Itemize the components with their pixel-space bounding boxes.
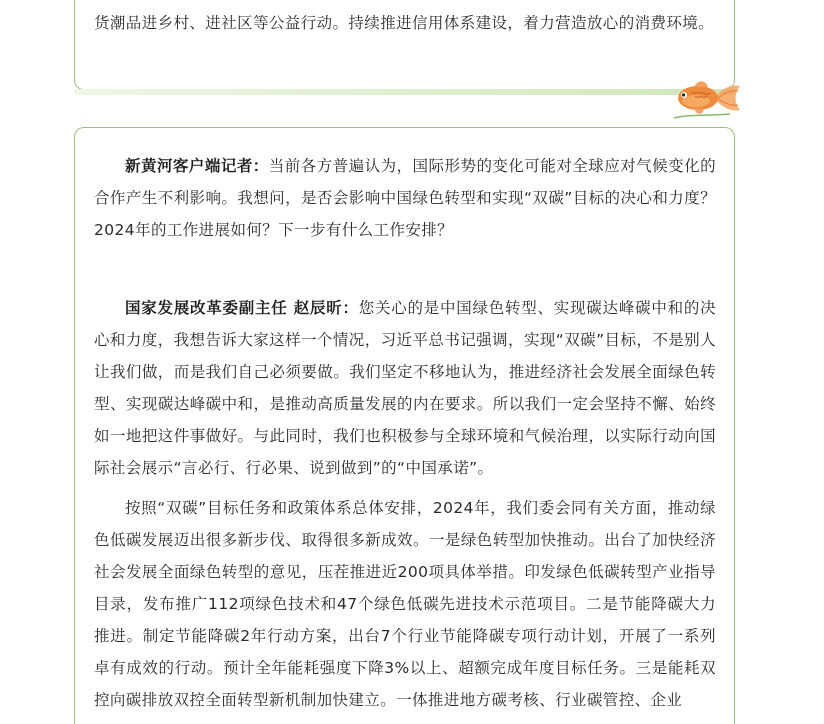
question-speaker: 新黄河客户端记者： [125,157,269,175]
answer-text: 您关心的是中国绿色转型、实现碳达峰碳中和的决心和力度，我想告诉大家这样一个情况，习近平总书记强调，实现“双碳”目标，不是别人让我们做，而是我们自己必须要做。我们坚定不移地认为，推进经济社会发展全面绿色转型、实现碳达峰碳中和，是推动高质量发展的内在要求。所以我们一定会坚持不懈、始终如一地把这件事做好。与此同时，我们也积极参与全球环境和气候治理，以实际行动向国际社会展示“言必行、行必果、说到做到”的“中国承诺”。 [94,299,716,477]
decorative-strip [74,89,735,95]
paragraph-gap [94,246,716,292]
question-text: 当前各方普遍认为，国际形势的变化可能对全球应对气候变化的合作产生不利影响。我想问，是否会影响中国绿色转型和实现“双碳”目标的决心和力度？2024年的工作进展如何？下一步有什么工作安排？ [94,157,716,239]
answer-paragraph [94,292,716,484]
goldfish-icon [670,74,742,122]
answer-speaker: 国家发展改革委副主任 赵辰昕： [125,299,359,317]
question-paragraph [94,150,716,246]
main-text-card [74,127,735,724]
top-text-card [74,0,735,90]
work-progress-paragraph: 按照“双碳”目标任务和政策体系总体安排，2024年，我们委会同有关方面，推动绿色低碳发展迈出很多新步伐、取得很多新成效。一是绿色转型加快推动。出台了加快经济社会发展全面绿色转型的意见，压茬推进近200项具体举措。印发绿色低碳转型产业指导目录，发布推广112项绿色技术和47个绿色低碳先进技术示范项目。二是节能降碳大力推进。制定节能降碳2年行动方案，出台7个行业节能降碳专项行动计划，开展了一系列卓有成效的行动。预计全年能耗强度下降3%以上、超额完成年度目标任务。三是能耗双控向碳排放双控全面转型新机制加快建立。一体推进地方碳考核、行业碳管控、企业 [94,499,716,709]
top-card-paragraph: 货潮品进乡村、进社区等公益行动。持续推进信用体系建设，着力营造放心的消费环境。 [94,14,715,32]
